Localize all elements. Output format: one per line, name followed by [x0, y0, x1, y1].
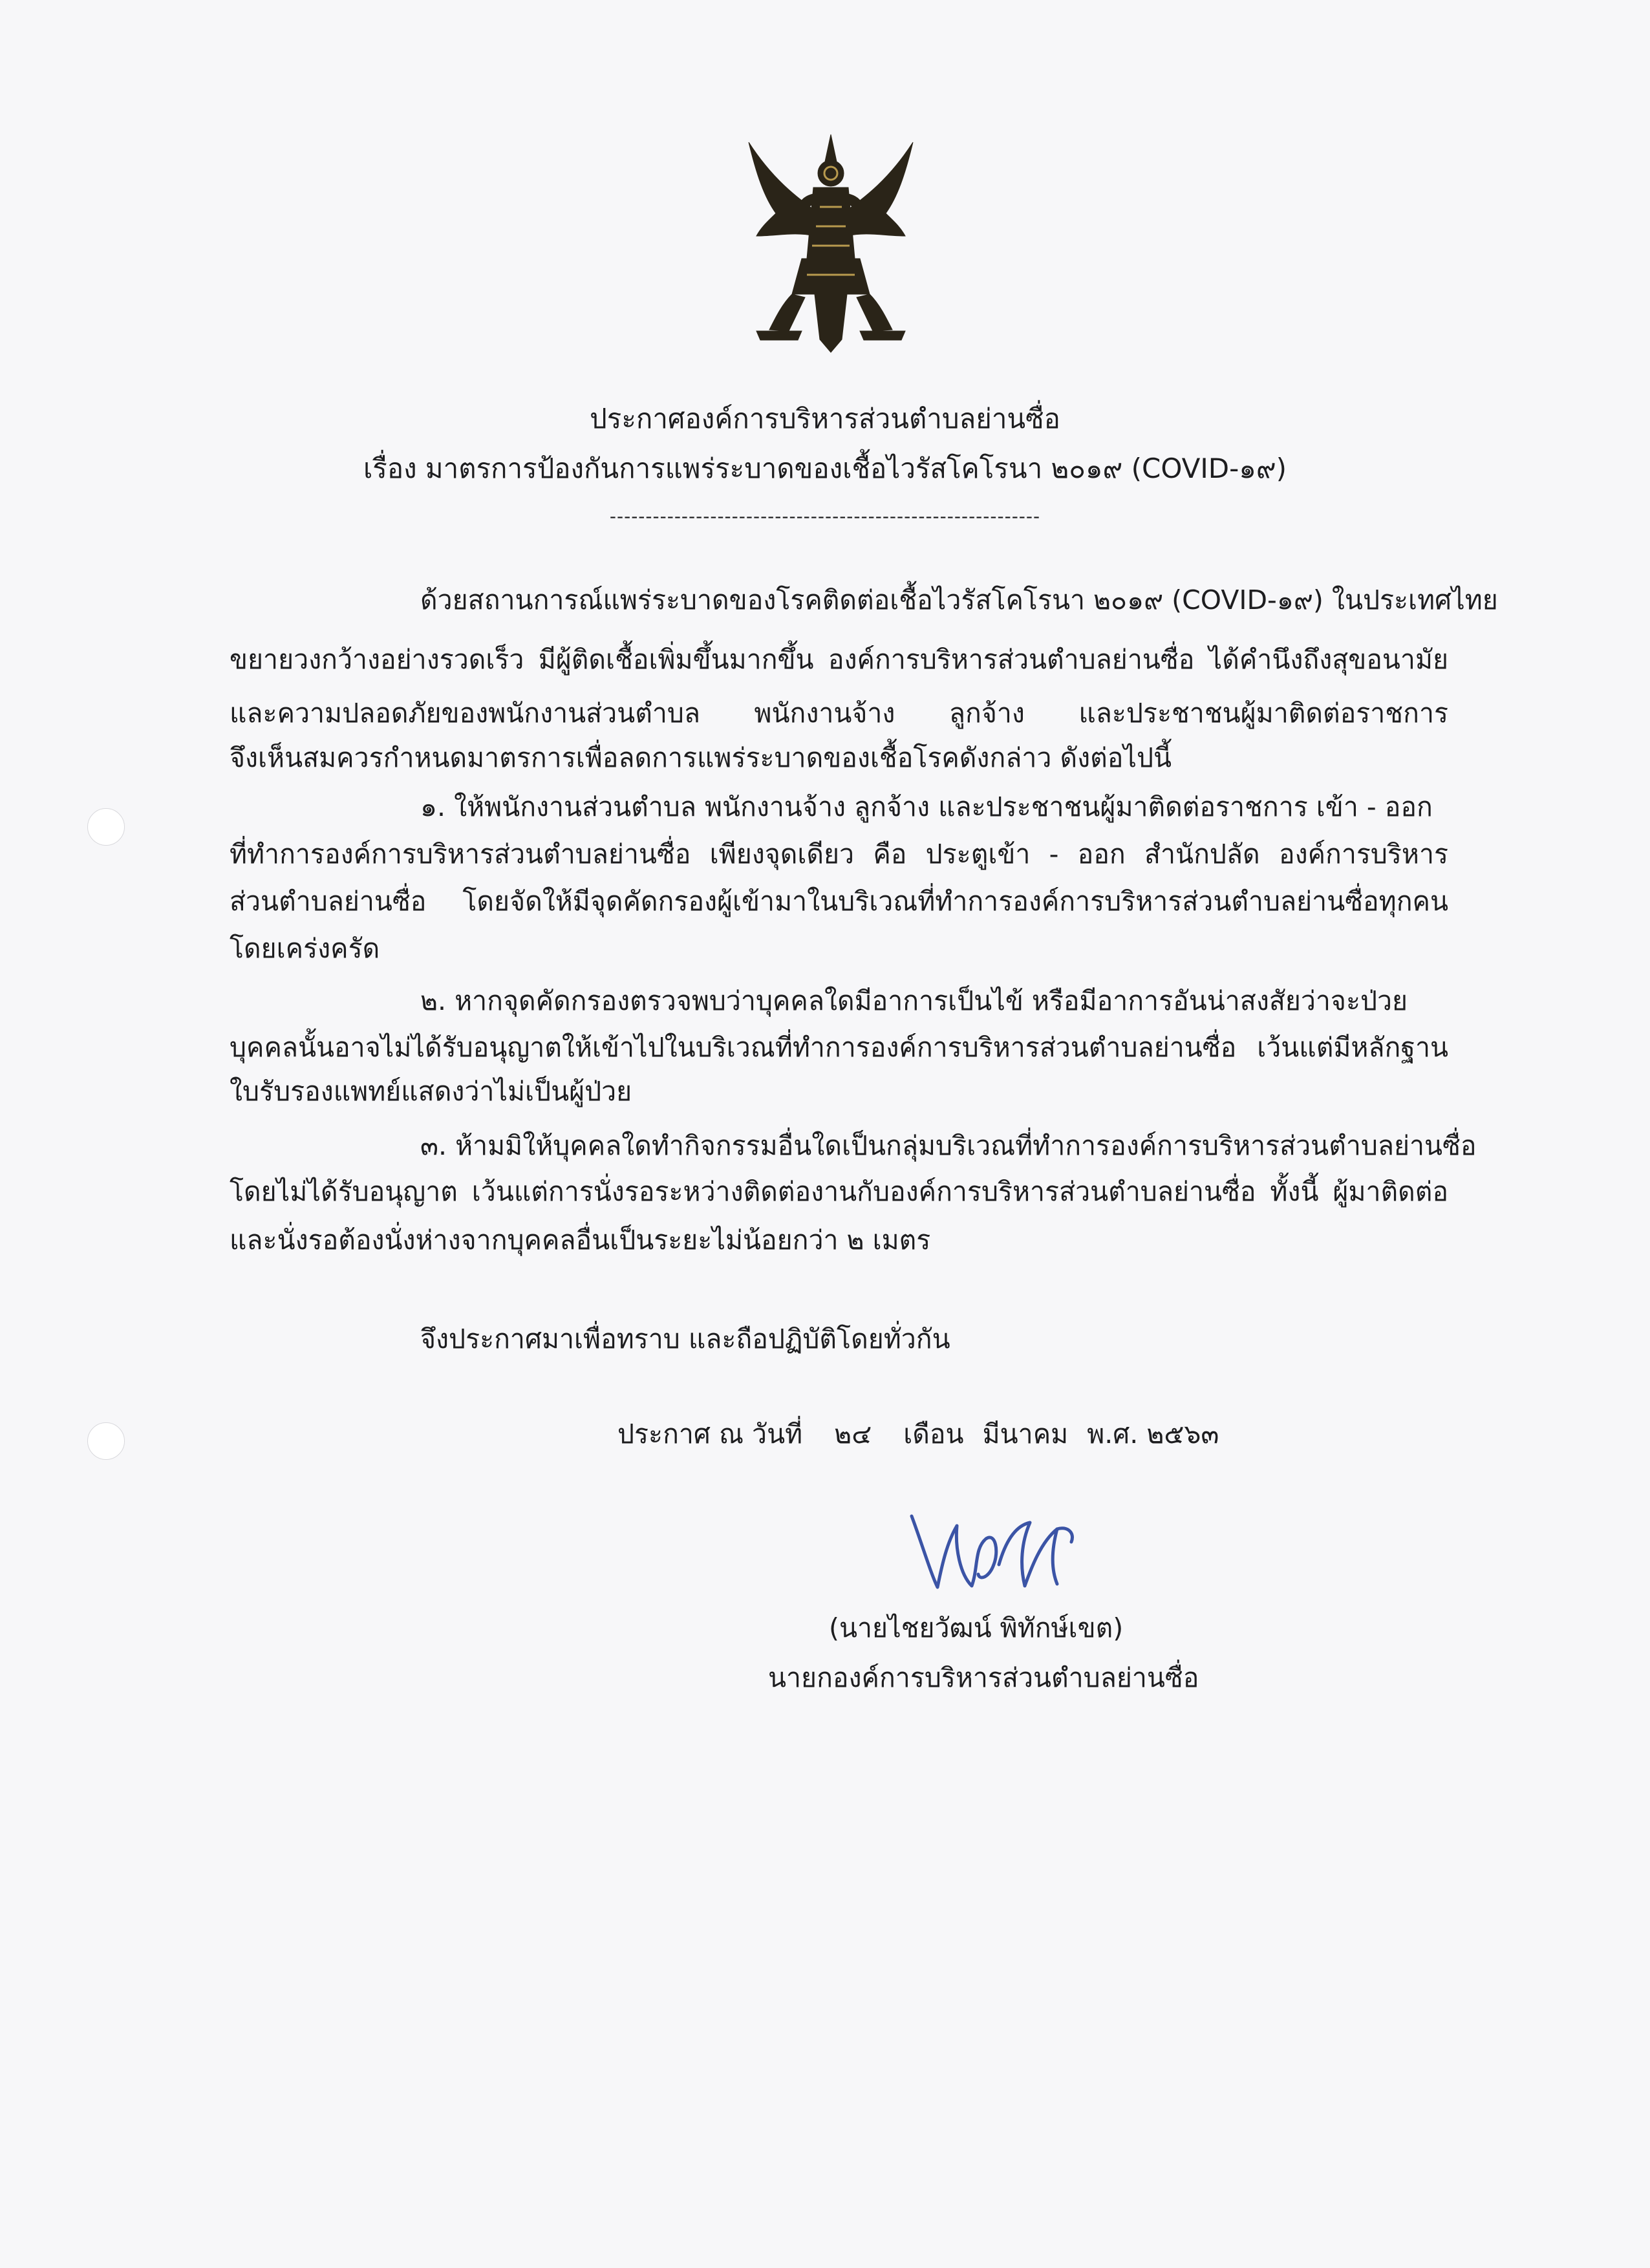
date-day: ๒๔	[834, 1418, 872, 1450]
item-1-line: ที่ทำการองค์การบริหารส่วนตำบลย่านซื่อ เพียงจุดเดียว คือ ประตูเข้า - ออก สำนักปลัด องค์การบริหาร	[230, 839, 1448, 870]
signatory-name: (นายไชยวัฒน์ พิทักษ์เขต)	[829, 1612, 1124, 1643]
date-prefix: ประกาศ ณ วันที่	[617, 1418, 803, 1450]
date-month: มีนาคม	[982, 1418, 1069, 1450]
punch-hole-bottom	[87, 1422, 125, 1460]
announcement-subject: เรื่อง มาตรการป้องกันการแพร่ระบาดของเชื้อไวรัสโคโรนา ๒๐๑๙ (COVID-๑๙)	[363, 453, 1287, 484]
item-1-line: ๑. ให้พนักงานส่วนตำบล พนักงานจ้าง ลูกจ้าง และประชาชนผู้มาติดต่อราชการ เข้า - ออก	[420, 791, 1433, 822]
item-3-line: โดยไม่ได้รับอนุญาต เว้นแต่การนั่งรอระหว่างติดต่องานกับองค์การบริหารส่วนตำบลย่านซื่อ ทั้งนี้ ผู้มาติดต่อ	[230, 1176, 1448, 1207]
header-divider: ------------------------------------------------------------	[609, 506, 1041, 527]
intro-line: ด้วยสถานการณ์แพร่ระบาดของโรคติดต่อเชื้อไวรัสโคโรนา ๒๐๑๙ (COVID-๑๙) ในประเทศไทย	[420, 584, 1498, 615]
garuda-emblem	[731, 123, 931, 362]
intro-line: ขยายวงกว้างอย่างรวดเร็ว มีผู้ติดเชื้อเพิ่มขึ้นมากขึ้น องค์การบริหารส่วนตำบลย่านซื่อ ได้คำนึงถึงสุขอนามัย	[230, 644, 1448, 675]
announcement-date	[617, 1418, 1219, 1450]
date-year: พ.ศ. ๒๕๖๓	[1087, 1418, 1219, 1450]
intro-line: จึงเห็นสมควรกำหนดมาตรการเพื่อลดการแพร่ระบาดของเชื้อโรคดังกล่าว ดังต่อไปนี้	[230, 742, 1172, 773]
item-1-line: โดยเคร่งครัด	[230, 933, 380, 964]
punch-hole-top	[87, 808, 125, 846]
closing-line: จึงประกาศมาเพื่อทราบ และถือปฏิบัติโดยทั่วกัน	[420, 1323, 950, 1354]
item-2-line: ใบรับรองแพทย์แสดงว่าไม่เป็นผู้ป่วย	[230, 1076, 632, 1107]
item-3-line: และนั่งรอต้องนั่งห่างจากบุคคลอื่นเป็นระยะไม่น้อยกว่า ๒ เมตร	[230, 1225, 931, 1256]
intro-line: และความปลอดภัยของพนักงานส่วนตำบล พนักงานจ้าง ลูกจ้าง และประชาชนผู้มาติดต่อราชการ	[230, 698, 1448, 729]
handwritten-signature	[902, 1503, 1096, 1600]
item-1-line: ส่วนตำบลย่านซื่อ โดยจัดให้มีจุดคัดกรองผู้เข้ามาในบริเวณที่ทำการองค์การบริหารส่วนตำบลย่านซื่อทุกคน	[230, 886, 1448, 917]
item-3-line: ๓. ห้ามมิให้บุคคลใดทำกิจกรรมอื่นใดเป็นกลุ่มบริเวณที่ทำการองค์การบริหารส่วนตำบลย่านซื่อ	[420, 1130, 1477, 1161]
item-2-line: ๒. หากจุดคัดกรองตรวจพบว่าบุคคลใดมีอาการเป็นไข้ หรือมีอาการอันน่าสงสัยว่าจะป่วย	[420, 985, 1408, 1016]
announcement-title: ประกาศองค์การบริหารส่วนตำบลย่านซื่อ	[590, 403, 1060, 434]
item-2-line: บุคคลนั้นอาจไม่ได้รับอนุญาตให้เข้าไปในบริเวณที่ทำการองค์การบริหารส่วนตำบลย่านซื่อ เว้นแต่มีหลักฐาน	[230, 1032, 1448, 1063]
date-month-label: เดือน	[903, 1418, 964, 1450]
signatory-position: นายกองค์การบริหารส่วนตำบลย่านซื่อ	[768, 1662, 1199, 1693]
